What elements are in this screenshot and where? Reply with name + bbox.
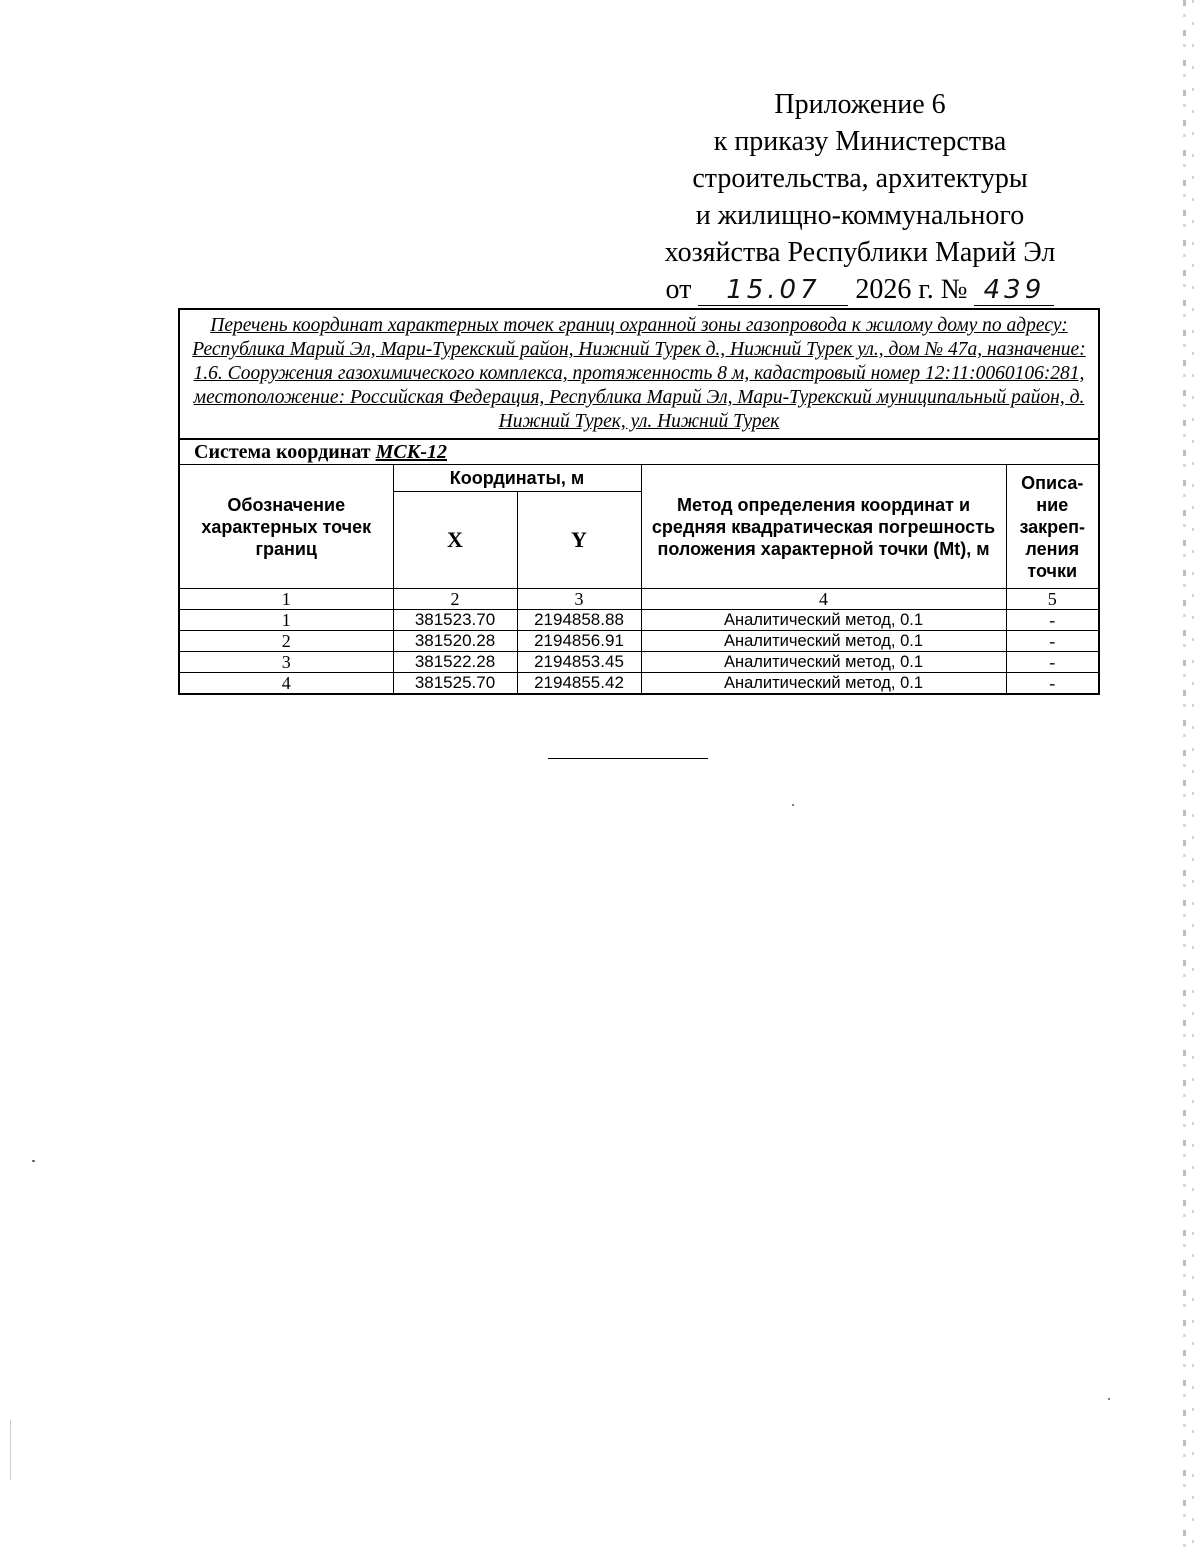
coord-y: 2194853.45: [517, 652, 641, 673]
coord-x: 381522.28: [393, 652, 517, 673]
header-point: Обозначение характерных точек границ: [180, 465, 393, 589]
scan-speck: [792, 804, 794, 806]
point-id: 1: [180, 610, 393, 631]
coord-y: 2194855.42: [517, 673, 641, 694]
table-row: [180, 631, 1098, 652]
header-x: X: [393, 492, 517, 589]
header-y: Y: [517, 492, 641, 589]
point-id: 3: [180, 652, 393, 673]
coordinate-system-label: Система координат: [194, 441, 371, 463]
appendix-header: [600, 86, 1120, 308]
column-number: 5: [1006, 589, 1098, 610]
numbering-row: [180, 589, 1098, 610]
coordinates-table: [180, 465, 1098, 693]
description-cell: -: [1006, 673, 1098, 694]
coord-x: 381520.28: [393, 631, 517, 652]
description-cell: -: [1006, 652, 1098, 673]
scan-speck: [1108, 1398, 1110, 1400]
column-number: 1: [180, 589, 393, 610]
header-line: и жилищно-коммунального: [695, 200, 1025, 231]
coordinate-system: [180, 440, 1098, 465]
coord-x: 381525.70: [393, 673, 517, 694]
header-method: Метод определения координат и средняя квадратическая погрешность положения характерной точки (Mt), м: [641, 465, 1006, 589]
method-cell: Аналитический метод, 0.1: [641, 631, 1006, 652]
table-row: [180, 652, 1098, 673]
point-id: 2: [180, 631, 393, 652]
order-date-line: [600, 271, 1120, 308]
header-line: к приказу Министерства: [713, 126, 1007, 157]
end-separator: [548, 758, 708, 759]
handwritten-date: 15.07: [698, 275, 848, 306]
column-number: 3: [517, 589, 641, 610]
column-number: 2: [393, 589, 517, 610]
scan-edge-artifact: [1183, 0, 1186, 1553]
handwritten-order-number: 439: [974, 275, 1054, 306]
header-description: Описа-ние закреп-ления точки: [1006, 465, 1098, 589]
description-cell: -: [1006, 610, 1098, 631]
coord-y: 2194856.91: [517, 631, 641, 652]
coordinates-document: [178, 308, 1100, 695]
header-line: хозяйства Республики Марий Эл: [664, 237, 1056, 268]
coord-y: 2194858.88: [517, 610, 641, 631]
description-cell: -: [1006, 631, 1098, 652]
method-cell: Аналитический метод, 0.1: [641, 610, 1006, 631]
coord-x: 381523.70: [393, 610, 517, 631]
year-label: 2026 г. №: [855, 274, 968, 305]
appendix-title: Приложение 6: [774, 89, 946, 120]
table-row: [180, 610, 1098, 631]
scan-speck: [10, 1420, 11, 1480]
method-cell: Аналитический метод, 0.1: [641, 673, 1006, 694]
point-id: 4: [180, 673, 393, 694]
scan-speck: [32, 1160, 35, 1162]
document-caption: Перечень координат характерных точек границ охранной зоны газопровода к жилому дому по адресу: Республика Марий Эл, Мари-Турекский район, Нижний Турек д., Нижний Турек ул., дом № 47а, назначение: 1.6. Сооружения газохимического комплекса, протяженность 8 м, кадастровый номер 12:11:0060106:281, местоположение: Российская Федерация, Республика Марий Эл, Мари-Турекский муниципальный район, д. Нижний Турек, ул. Нижний Турек: [180, 310, 1098, 440]
from-label: от: [665, 274, 692, 305]
coordinate-system-value: МСК-12: [375, 441, 447, 463]
header-line: строительства, архитектуры: [692, 163, 1028, 194]
scan-edge-artifact: [1192, 0, 1194, 1553]
column-number: 4: [641, 589, 1006, 610]
table-row: [180, 673, 1098, 694]
method-cell: Аналитический метод, 0.1: [641, 652, 1006, 673]
header-coordinates: Координаты, м: [393, 465, 641, 492]
